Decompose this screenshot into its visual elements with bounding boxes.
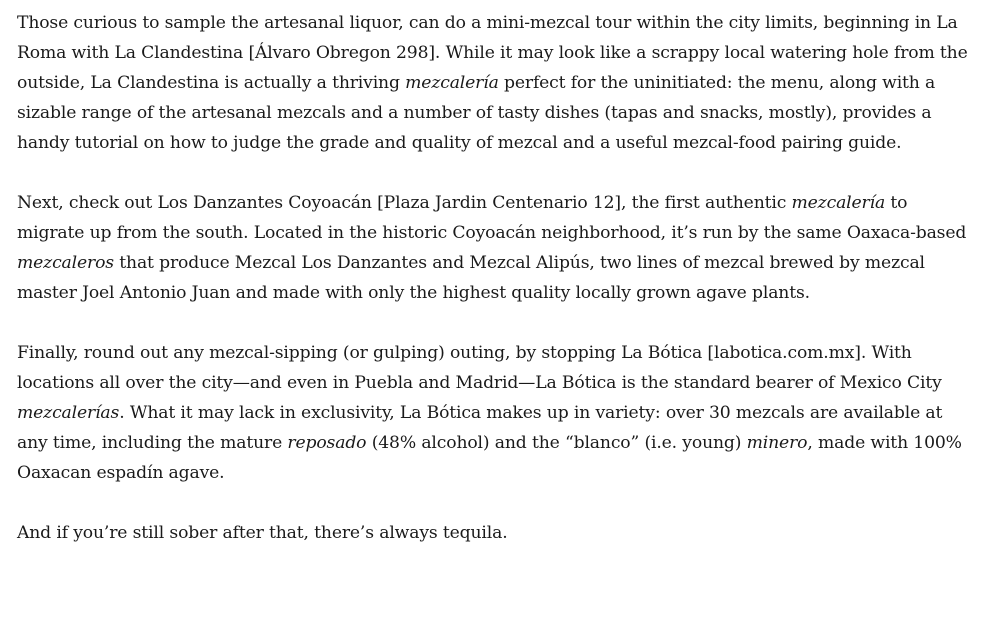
italic-term: mezcalerías — [17, 403, 120, 423]
italic-term: mezcalería — [791, 193, 886, 213]
italic-term: mezcalería — [405, 73, 499, 93]
paragraph-la-clandestina — [17, 8, 977, 158]
italic-term: mezcaleros — [17, 253, 114, 273]
italic-term: minero — [746, 433, 808, 453]
text-segment: perfect for the uninitiated: the menu, along with a sizable range of the artesanal mezcals and a number of tasty dishes (tapas and snacks, mostly), provides a handy tutorial on how to judge the grade and quality of mezcal and a useful mezcal-food pairing guide. — [17, 73, 936, 153]
text-segment: to migrate up from the south. Located in the historic Coyoacán neighborhood, it’s run by the same Oaxaca-based — [17, 193, 967, 243]
text-segment: (48% alcohol) and the “blanco” (i.e. young) — [366, 433, 747, 453]
paragraph-closing — [17, 518, 977, 548]
text-segment: that produce Mezcal Los Danzantes and Mezcal Alipús, two lines of mezcal brewed by mezcal master Joel Antonio Juan and made with only the highest quality locally grown agave plants. — [17, 253, 925, 303]
text-segment: And if you’re still sober after that, there’s always tequila. — [17, 523, 508, 543]
text-segment: Next, check out Los Danzantes Coyoacán [Plaza Jardin Centenario 12], the first authentic — [17, 193, 792, 213]
paragraph-la-botica — [17, 338, 977, 488]
article-body — [17, 8, 977, 548]
text-segment: Finally, round out any mezcal-sipping (or gulping) outing, by stopping La Bótica [labotica.com.mx]. With locations all over the city—and even in Puebla and Madrid—La Bótica is the standard bearer of Mexico City — [17, 343, 942, 393]
text-segment: , made with 100% Oaxacan espadín agave. — [17, 433, 962, 483]
italic-term: reposado — [287, 433, 367, 453]
text-segment: . What it may lack in exclusivity, La Bótica makes up in variety: over 30 mezcals are available at any time, including the mature — [17, 403, 943, 453]
text-segment: Those curious to sample the artesanal liquor, can do a mini-mezcal tour within the city limits, beginning in La Roma with La Clandestina [Álvaro Obregon 298]. While it may look like a scrappy local watering hole from the outside, La Clandestina is actually a thriving — [17, 13, 968, 93]
paragraph-los-danzantes — [17, 188, 977, 308]
